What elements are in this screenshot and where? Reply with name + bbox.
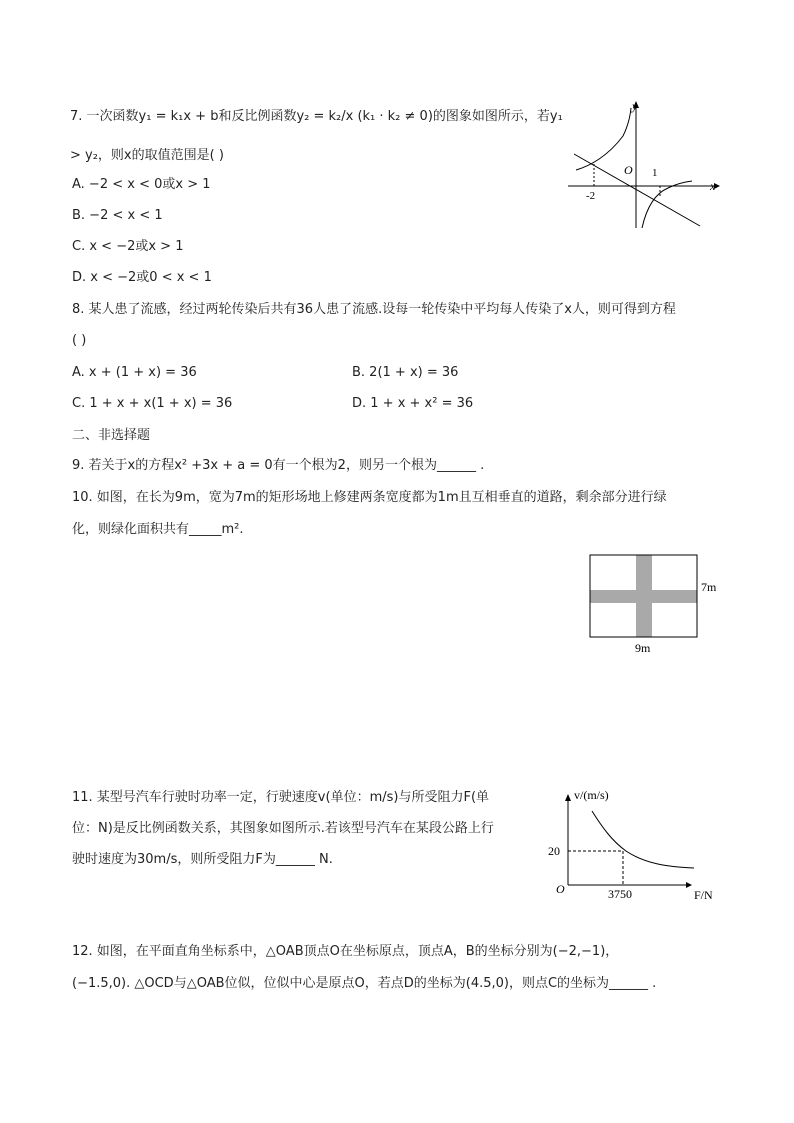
q11-speed-resistance-graph [546, 785, 726, 905]
q8-option-d: D. 1 + x + x² = 36 [352, 396, 474, 411]
q11-stem-line3: 驶时速度为30m/s，则所受阻力F为______ N. [72, 852, 333, 867]
q7-hyperbola-branch-left [576, 108, 631, 170]
q7-function-graph [568, 98, 728, 233]
q8-option-c: C. 1 + x + x(1 + x) = 36 [72, 396, 233, 411]
q11-origin-label: O [556, 882, 565, 896]
q11-x-label: F/N [694, 888, 713, 902]
q10-width-label: 9m [635, 641, 651, 655]
q10-height-label: 7m [701, 580, 717, 594]
q8-option-a: A. x + (1 + x) = 36 [72, 365, 197, 380]
q7-origin-label: O [624, 163, 633, 177]
section-heading: 二、非选择题 [72, 428, 151, 443]
q10-stem-line1: 10. 如图，在长为9m，宽为7m的矩形场地上修建两条宽度都为1m且互相垂直的道路，剩余部分进行绿 [72, 490, 667, 505]
q10-field-diagram [585, 550, 725, 660]
q7-x-label: x [710, 179, 716, 193]
q7-y-label: y [632, 99, 638, 113]
q8-stem-line2: ( ) [72, 333, 87, 348]
q10-stem-line2: 化，则绿化面积共有_____m². [72, 522, 244, 537]
q11-x-axis-arrow [686, 882, 692, 888]
q11-y-tick: 20 [548, 844, 560, 858]
q11-stem-line1: 11. 某型号汽车行驶时功率一定，行驶速度v(单位：m/s)与所受阻力F(单 [72, 790, 490, 805]
q11-stem-line2: 位：N)是反比例函数关系，其图象如图所示.若该型号汽车在某段公路上行 [72, 821, 494, 836]
q7-option-a: A. −2 < x < 0或x > 1 [72, 177, 211, 192]
q11-y-label: v/(m/s) [574, 788, 609, 802]
q12-stem-line2: (−1.5,0). △OCD与△OAB位似，位似中心是原点O，若点D的坐标为(4.5,0)，则点C的坐标为______ . [72, 976, 657, 991]
q7-tick-neg2: -2 [586, 190, 596, 202]
q7-stem-line1: 7. 一次函数y₁ = k₁x + b和反比例函数y₂ = k₂/x (k₁ · k₂ ≠ 0)的图象如图所示，若y₁ [70, 109, 563, 124]
q11-curve [592, 811, 694, 868]
q7-tick-1: 1 [652, 167, 658, 179]
q8-stem-line1: 8. 某人患了流感，经过两轮传染后共有36人患了流感.设每一轮传染中平均每人传染了x人，则可得到方程 [72, 302, 676, 317]
q7-option-b: B. −2 < x < 1 [72, 208, 163, 223]
q7-option-d: D. x < −2或0 < x < 1 [72, 270, 212, 285]
q7-hyperbola-branch-right [642, 181, 692, 228]
q11-x-tick: 3750 [608, 887, 632, 901]
q8-option-b: B. 2(1 + x) = 36 [352, 365, 459, 380]
q9-stem: 9. 若关于x的方程x² +3x + a = 0有一个根为2，则另一个根为______ . [72, 458, 485, 473]
q12-stem-line1: 12. 如图，在平面直角坐标系中，△OAB顶点O在坐标原点，顶点A，B的坐标分别为(−2,−1)， [72, 944, 619, 959]
q11-y-axis-arrow [565, 794, 571, 801]
q10-road-horizontal [591, 590, 697, 603]
q7-option-c: C. x < −2或x > 1 [72, 239, 184, 254]
q7-stem-line2: > y₂，则x的取值范围是( ) [70, 148, 224, 163]
